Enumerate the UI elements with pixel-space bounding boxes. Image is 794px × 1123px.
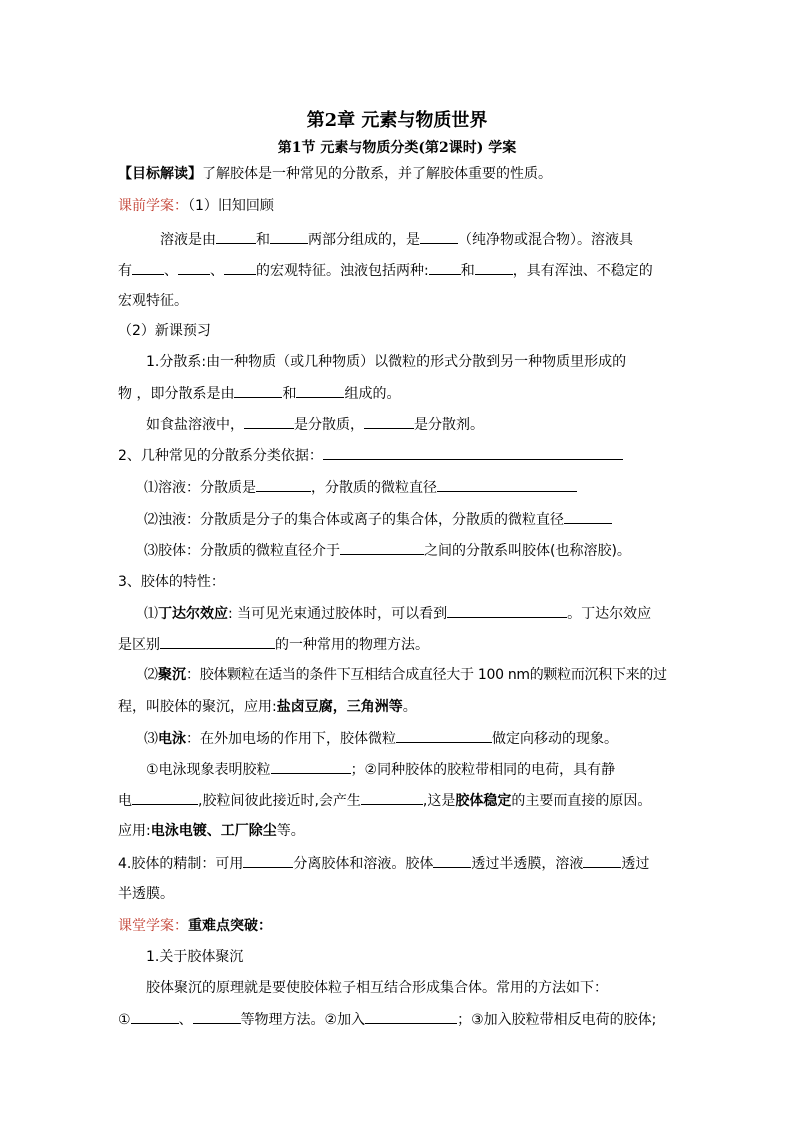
text: 等。 [276, 823, 305, 839]
fill-blank[interactable] [243, 853, 293, 868]
text: 和 [256, 232, 270, 248]
text: ⑶胶体：分散质的微粒直径介于 [144, 543, 340, 559]
fill-blank[interactable] [361, 790, 423, 805]
fill-blank[interactable] [447, 603, 567, 618]
fill-blank[interactable] [131, 1009, 179, 1024]
text: ，具有浑浊、不稳定的 [512, 263, 653, 279]
q3-3-line-2 [118, 759, 678, 780]
text: ⑴溶液：分散质是 [144, 480, 256, 496]
text: : 当可见光束通过胶体时，可以看到 [228, 606, 448, 622]
fill-blank[interactable] [271, 759, 351, 774]
review-line-2 [118, 260, 678, 281]
text: 物 ，即分散系是由 [118, 386, 235, 402]
q1-line-1 [118, 352, 678, 372]
fill-blank[interactable] [270, 229, 308, 244]
inclass-line-2 [118, 978, 678, 998]
q2-2-line [118, 509, 678, 530]
q3-3-line-1 [118, 728, 678, 749]
fill-blank[interactable] [178, 260, 210, 275]
text: 电 [118, 793, 132, 809]
inclass-line-1 [118, 947, 678, 967]
text: ,这是 [422, 793, 456, 809]
text: （纯净物或混合物）。溶液具 [458, 232, 633, 248]
text: ：在外加电场的作用下，胶体微粒 [186, 731, 396, 747]
fill-blank[interactable] [244, 414, 294, 429]
text: 等物理方法。②加入 [240, 1012, 366, 1028]
text: 程，叫胶体的聚沉，应用: [118, 699, 277, 715]
fill-blank[interactable] [234, 383, 282, 398]
text: ⑵浊液：分散质是分子的集合体或离子的集合体，分散质的微粒直径 [144, 512, 564, 528]
q1-line-3 [118, 414, 678, 435]
text: ①电泳现象表明胶粒 [146, 762, 271, 778]
text: 胶体聚沉的原理就是要使胶体粒子相互结合形成集合体。常用的方法如下： [146, 980, 608, 996]
fill-blank[interactable] [224, 260, 256, 275]
text: ⑴ [144, 606, 158, 622]
fill-blank[interactable] [564, 509, 612, 524]
text: ；②同种胶体的胶粒带相同的电荷，具有静 [350, 762, 616, 778]
fill-blank[interactable] [433, 853, 471, 868]
tyndall-label: 丁达尔效应 [158, 606, 228, 622]
q2-line [118, 445, 678, 466]
text: 4.胶体的精制：可用 [118, 856, 244, 872]
text: 是分散质， [294, 417, 364, 433]
coagulation-label: 聚沉 [158, 667, 186, 683]
text: 透过半透膜，溶液 [471, 856, 584, 872]
fill-blank[interactable] [364, 414, 414, 429]
text: 透过 [621, 856, 650, 872]
q3-3-line-4 [118, 821, 678, 841]
fill-blank[interactable] [437, 477, 577, 492]
text: ⑵ [144, 667, 158, 683]
objective-line [118, 164, 678, 184]
text: 分离胶体和溶液。胶体 [293, 856, 434, 872]
q3-3-line-3 [118, 790, 678, 811]
text: 是区别 [118, 637, 160, 653]
fill-blank[interactable] [132, 790, 198, 805]
text: 、 [210, 263, 224, 279]
q3-2-line-1 [118, 665, 678, 685]
fill-blank[interactable] [420, 229, 458, 244]
text: 和 [282, 386, 297, 402]
fill-blank[interactable] [296, 383, 344, 398]
text: ；③加入胶粒带相反电荷的胶体; [457, 1012, 657, 1028]
text: ，分散质的微粒直径 [311, 480, 437, 496]
inclass-label: 课堂学案： [118, 918, 188, 934]
text: 组成的。 [344, 386, 401, 402]
text: 、 [178, 1012, 193, 1028]
fill-blank[interactable] [256, 477, 311, 492]
fill-blank[interactable] [475, 260, 513, 275]
q1-line-2 [118, 383, 678, 404]
q2-1-line [118, 477, 678, 498]
text: 的一种常用的物理方法。 [275, 637, 429, 653]
chapter-title: 第2章 元素与物质世界 [306, 110, 488, 131]
electrophoresis-application: 电泳电镀、工厂除尘 [150, 823, 277, 839]
review-line-3: 宏观特征。 [118, 293, 188, 309]
fill-blank[interactable] [132, 260, 164, 275]
fill-blank[interactable] [365, 1009, 457, 1024]
q4-line-1 [118, 853, 678, 874]
text: 应用: [118, 823, 151, 839]
fill-blank[interactable] [323, 445, 623, 460]
text: 两部分组成的，是 [308, 232, 420, 248]
text: 做定向移动的现象。 [492, 731, 618, 747]
text: 和 [460, 263, 475, 279]
text: 1.分散系:由一种物质（或几种物质）以微粒的形式分散到另一种物质里形成的 [146, 354, 627, 370]
preclass-label: 课前学案： [118, 198, 188, 214]
electrophoresis-label: 电泳 [158, 731, 186, 747]
fill-blank[interactable] [216, 229, 256, 244]
objective-text: 了解胶体是一种常见的分散系，并了解胶体重要的性质。 [202, 166, 552, 182]
text: 2、几种常见的分散系分类依据： [118, 448, 323, 464]
preview-heading: （2）新课预习 [118, 323, 211, 339]
text: 之间的分散系叫胶体(也称溶胶)。 [424, 543, 631, 559]
text: 的主要而直接的原因。 [511, 793, 652, 809]
preclass-heading [118, 196, 678, 216]
q3-1-line-1 [118, 603, 678, 624]
text: ① [118, 1012, 131, 1028]
text: 。丁达尔效应 [567, 606, 652, 622]
fill-blank[interactable] [429, 260, 461, 275]
text: ：胶体颗粒在适当的条件下互相结合成直径大于 100 nm的颗粒而沉积下来的过 [186, 667, 667, 683]
text: 。 [402, 699, 417, 715]
q3-line: 3、胶体的特性： [118, 574, 225, 590]
text: 、 [164, 263, 178, 279]
text: 1.关于胶体聚沉 [146, 949, 244, 965]
text: ⑶ [144, 731, 158, 747]
objective-label: 【目标解读】 [118, 166, 202, 182]
text: 有 [118, 263, 132, 279]
inclass-sub: 重难点突破： [188, 918, 272, 934]
text: ,胶粒间彼此接近时,会产生 [198, 793, 361, 809]
inclass-heading [118, 916, 678, 936]
coagulation-application: 盐卤豆腐，三角洲等 [276, 699, 403, 715]
q3-1-line-2 [118, 634, 678, 655]
inclass-line-3 [118, 1009, 678, 1030]
q2-3-line [118, 540, 678, 561]
fill-blank[interactable] [583, 853, 621, 868]
preclass-part1: （1）旧知回顾 [188, 198, 274, 214]
colloid-stable: 胶体稳定 [455, 793, 512, 809]
text: 的宏观特征。浊液包括两种: [256, 263, 429, 279]
q3-2-line-2 [118, 697, 678, 717]
fill-blank[interactable] [160, 634, 275, 649]
text: 如食盐溶液中， [146, 417, 244, 433]
q4-line-2: 半透膜。 [118, 886, 174, 902]
review-line-1 [118, 229, 678, 250]
fill-blank[interactable] [340, 540, 424, 555]
text: 是分散剂。 [414, 417, 484, 433]
section-title: 第1节 元素与物质分类(第2课时) 学案 [277, 140, 517, 156]
fill-blank[interactable] [193, 1009, 241, 1024]
text: 溶液是由 [160, 232, 216, 248]
fill-blank[interactable] [396, 728, 492, 743]
